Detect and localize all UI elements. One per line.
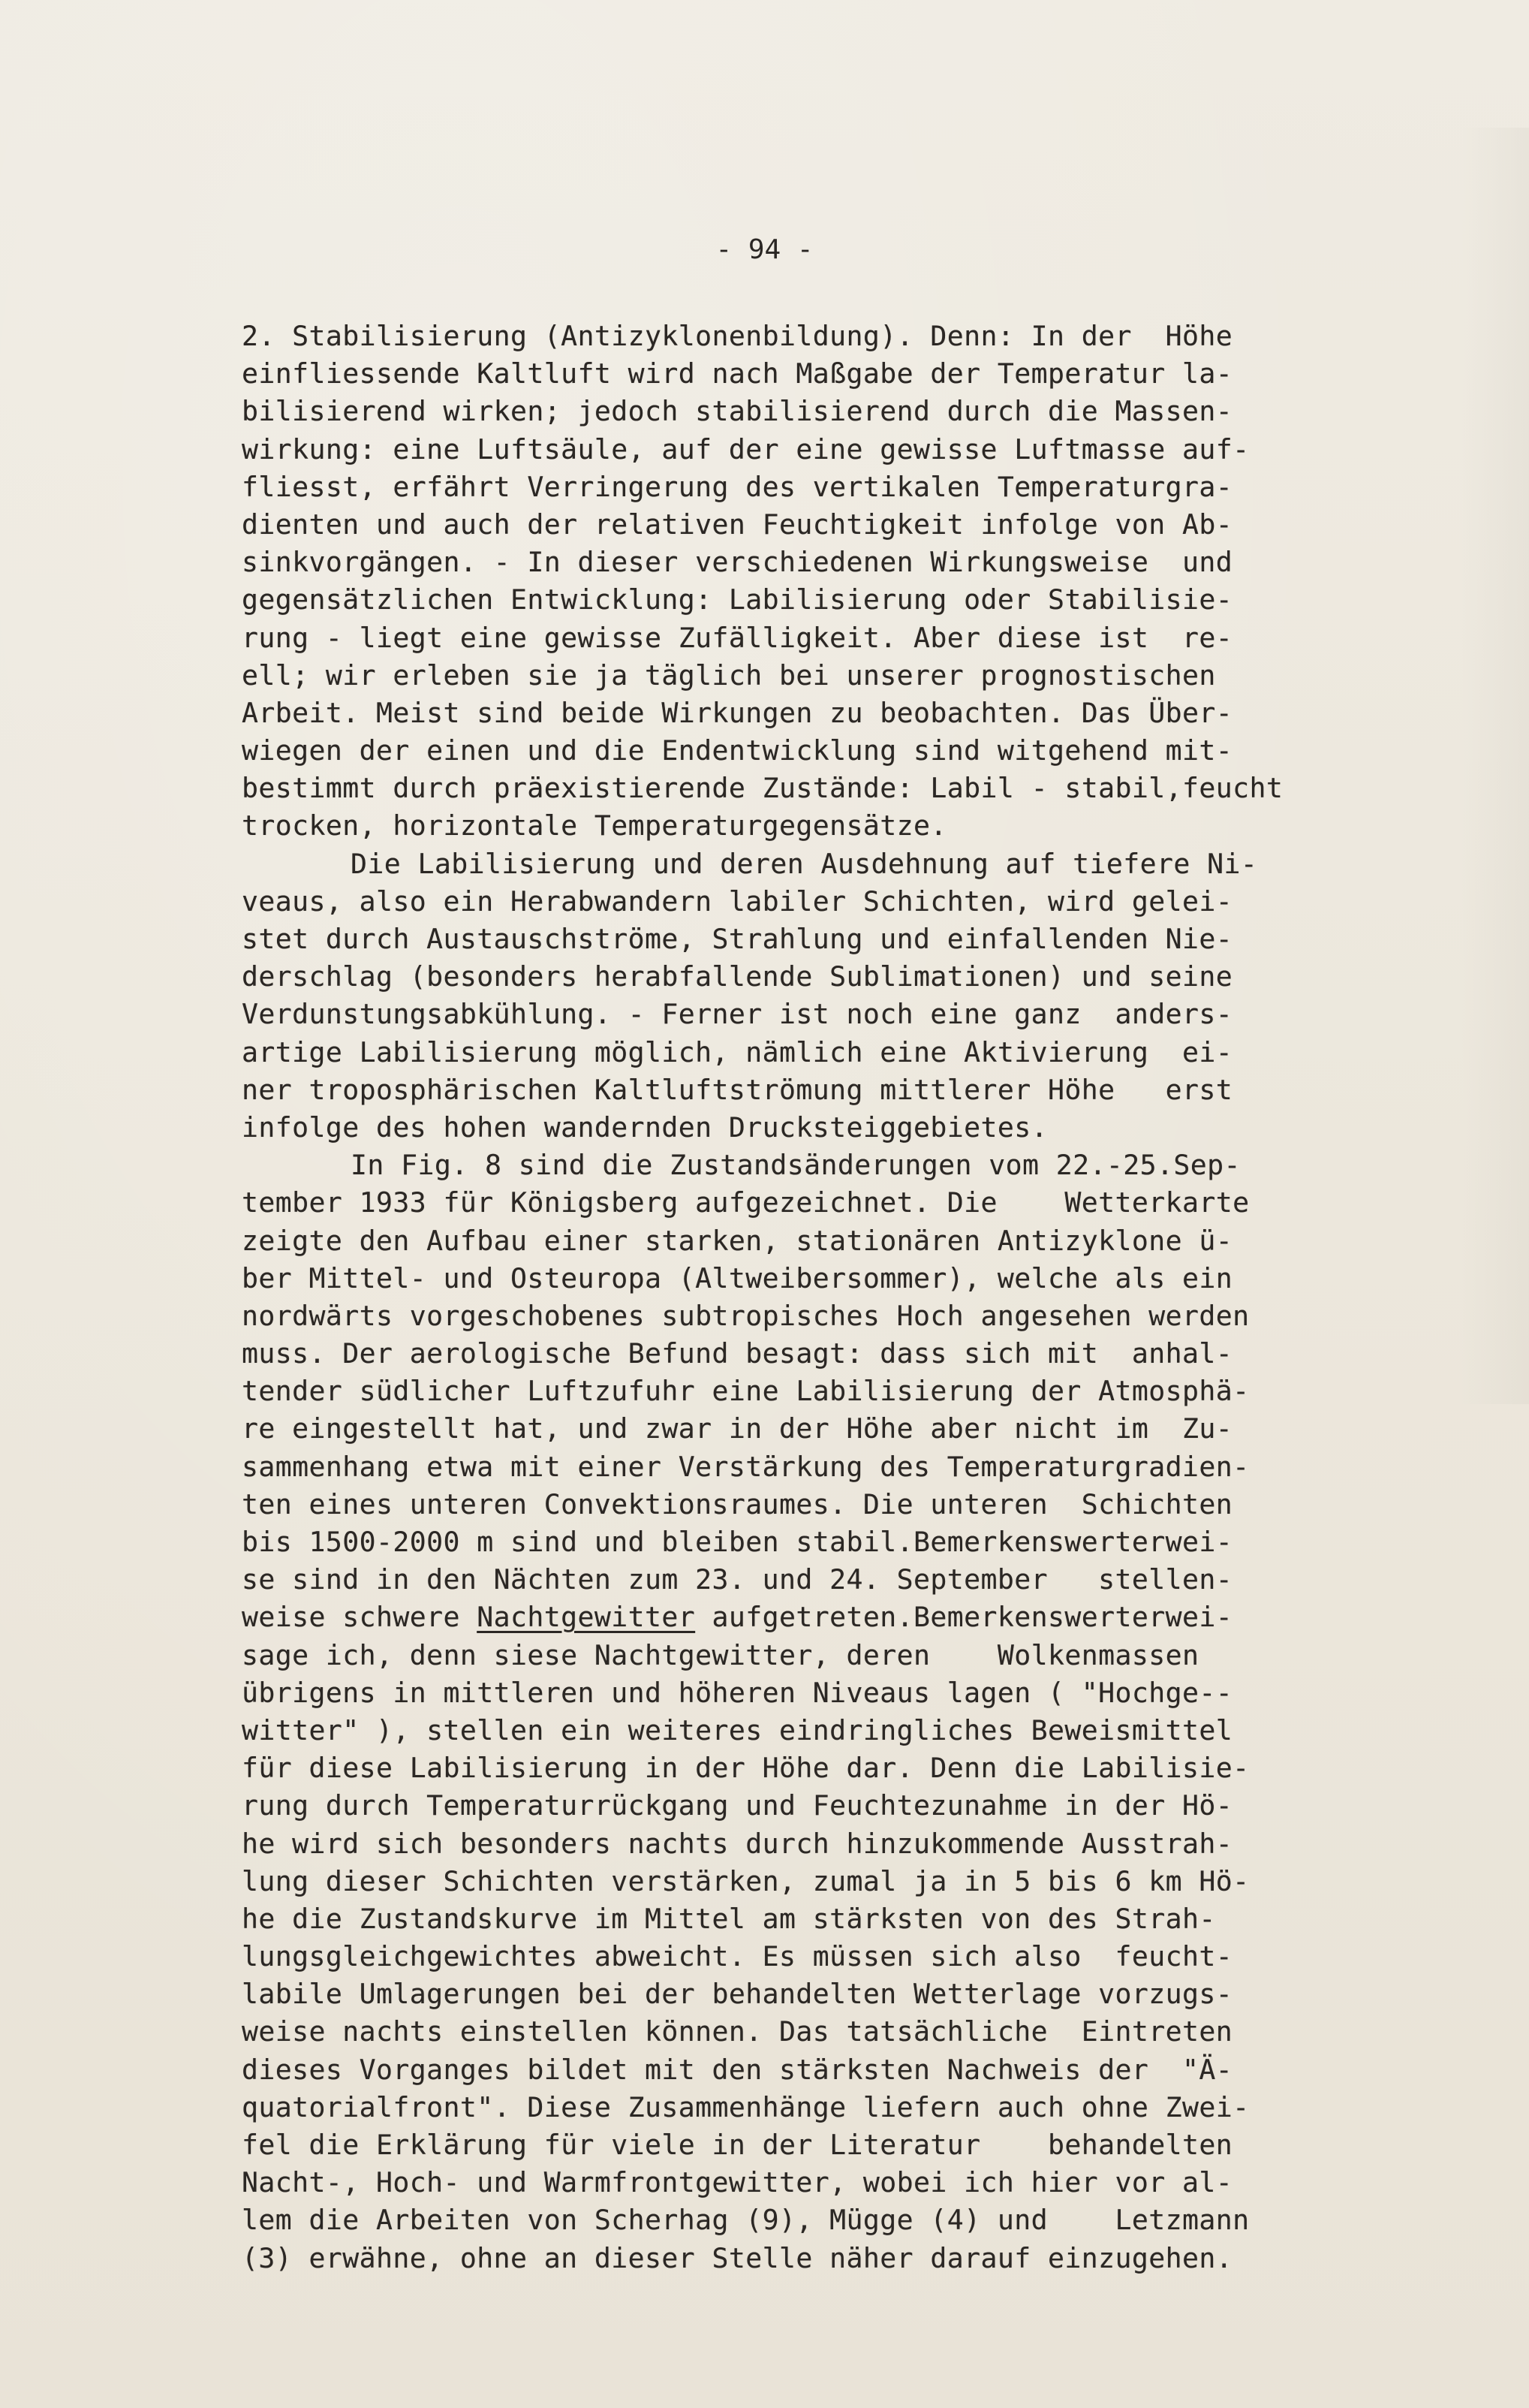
text-line: sage ich, denn siese Nachtgewitter, deren Wolkenmassen	[242, 1638, 1199, 1671]
text-line: zeigte den Aufbau einer starken, stationären Antizyklone ü-	[242, 1224, 1233, 1257]
text-line: für diese Labilisierung in der Höhe dar. Denn die Labilisie-	[242, 1752, 1250, 1785]
text-line: trocken, horizontale Temperaturgegensätze.	[242, 809, 947, 842]
text-line: dienten und auch der relativen Feuchtigkeit infolge von Ab-	[242, 508, 1233, 541]
text-line: re eingestellt hat, und zwar in der Höhe aber nicht im Zu-	[242, 1412, 1233, 1445]
text-line: ell; wir erleben sie ja täglich bei unserer prognostischen	[242, 659, 1216, 692]
text-line-with-underline	[242, 1599, 1315, 1636]
text-line: muss. Der aerologische Befund besagt: dass sich mit anhal-	[242, 1337, 1233, 1370]
text-line: wiegen der einen und die Endentwicklung sind witgehend mit-	[242, 734, 1233, 767]
text-line: he die Zustandskurve im Mittel am stärksten von des Strah-	[242, 1902, 1216, 1935]
text-line: veaus, also ein Herabwandern labiler Schichten, wird gelei-	[242, 885, 1233, 918]
text-line: sammenhang etwa mit einer Verstärkung des Temperaturgradien-	[242, 1450, 1250, 1483]
text-line: Verdunstungsabkühlung. - Ferner ist noch eine ganz anders-	[242, 998, 1233, 1031]
paper-edge-shadow	[1461, 128, 1529, 1404]
text-line: wirkung: eine Luftsäule, auf der eine gewisse Luftmasse auf-	[242, 432, 1250, 466]
text-line: derschlag (besonders herabfallende Sublimationen) und seine	[242, 960, 1233, 993]
text-line: fliesst, erfährt Verringerung des vertikalen Temperaturgra-	[242, 470, 1233, 503]
text-line: artige Labilisierung möglich, nämlich eine Aktivierung ei-	[242, 1035, 1233, 1068]
text-line: witter" ), stellen ein weiteres eindringliches Beweismittel	[242, 1713, 1233, 1746]
text-line: quatorialfront". Diese Zusammenhänge liefern auch ohne Zwei-	[242, 2090, 1250, 2123]
text-line: rung durch Temperaturrückgang und Feuchtezunahme in der Hö-	[242, 1789, 1233, 1822]
text-line: fel die Erklärung für viele in der Literatur behandelten	[242, 2129, 1233, 2161]
text-line: ber Mittel- und Osteuropa (Altweibersommer), welche als ein	[242, 1261, 1233, 1294]
text-line: rung - liegt eine gewisse Zufälligkeit. Aber diese ist re-	[242, 621, 1233, 654]
text-line: (3) erwähne, ohne an dieser Stelle näher darauf einzugehen.	[242, 2241, 1233, 2274]
text-line: tember 1933 für Königsberg aufgezeichnet. Die Wetterkarte	[242, 1186, 1250, 1219]
text-line: bilisierend wirken; jedoch stabilisierend durch die Massen-	[242, 395, 1233, 428]
text-line: 2. Stabilisierung (Antizyklonenbildung). Denn: In der Höhe	[242, 320, 1233, 352]
text-line: Nacht-, Hoch- und Warmfrontgewitter, wobei ich hier vor al-	[242, 2166, 1233, 2199]
line-prefix: weise schwere	[242, 1601, 477, 1634]
text-line: gegensätzlichen Entwicklung: Labilisierung oder Stabilisie-	[242, 583, 1233, 616]
underlined-word: Nachtgewitter	[477, 1601, 696, 1634]
text-line: labile Umlagerungen bei der behandelten Wetterlage vorzugs-	[242, 1978, 1233, 2011]
body-text	[242, 318, 1315, 2277]
text-line: übrigens in mittleren und höheren Niveaus lagen ( "Hochge--	[242, 1676, 1233, 1709]
page-number: - 94 -	[715, 234, 814, 265]
text-line: bis 1500-2000 m sind und bleiben stabil.Bemerkenswerterwei-	[242, 1526, 1233, 1558]
text-line: se sind in den Nächten zum 23. und 24. September stellen-	[242, 1563, 1233, 1596]
text-line: dieses Vorganges bildet mit den stärksten Nachweis der "Ä-	[242, 2053, 1233, 2086]
text-line: sinkvorgängen. - In dieser verschiedenen Wirkungsweise und	[242, 546, 1233, 579]
text-line: einfliessende Kaltluft wird nach Maßgabe der Temperatur la-	[242, 357, 1233, 390]
text-line: ten eines unteren Convektionsraumes. Die unteren Schichten	[242, 1487, 1233, 1520]
text-line: bestimmt durch präexistierende Zustände: Labil - stabil,feucht	[242, 772, 1284, 805]
text-line: Arbeit. Meist sind beide Wirkungen zu beobachten. Das Über-	[242, 696, 1233, 729]
text-line: he wird sich besonders nachts durch hinzukommende Ausstrah-	[242, 1827, 1233, 1860]
paragraph-start-line: Die Labilisierung und deren Ausdehnung auf tiefere Ni-	[351, 847, 1258, 880]
text-line: weise nachts einstellen können. Das tatsächliche Eintreten	[242, 2015, 1233, 2048]
text-line: lungsgleichgewichtes abweicht. Es müssen sich also feucht-	[242, 1940, 1233, 1973]
text-line: nordwärts vorgeschobenes subtropisches Hoch angesehen werden	[242, 1299, 1250, 1332]
text-line: stet durch Austauschströme, Strahlung und einfallenden Nie-	[242, 923, 1233, 955]
line-suffix: aufgetreten.Bemerkenswerterwei-	[695, 1601, 1233, 1634]
text-line: ner troposphärischen Kaltluftströmung mittlerer Höhe erst	[242, 1073, 1233, 1106]
paragraph-start-line: In Fig. 8 sind die Zustandsänderungen vom 22.-25.Sep-	[351, 1149, 1241, 1182]
text-line: lung dieser Schichten verstärken, zumal ja in 5 bis 6 km Hö-	[242, 1864, 1250, 1897]
text-line: infolge des hohen wandernden Drucksteiggebietes.	[242, 1111, 1048, 1144]
text-line: tender südlicher Luftzufuhr eine Labilisierung der Atmosphä-	[242, 1375, 1250, 1408]
text-line: lem die Arbeiten von Scherhag (9), Mügge (4) und Letzmann	[242, 2204, 1250, 2237]
